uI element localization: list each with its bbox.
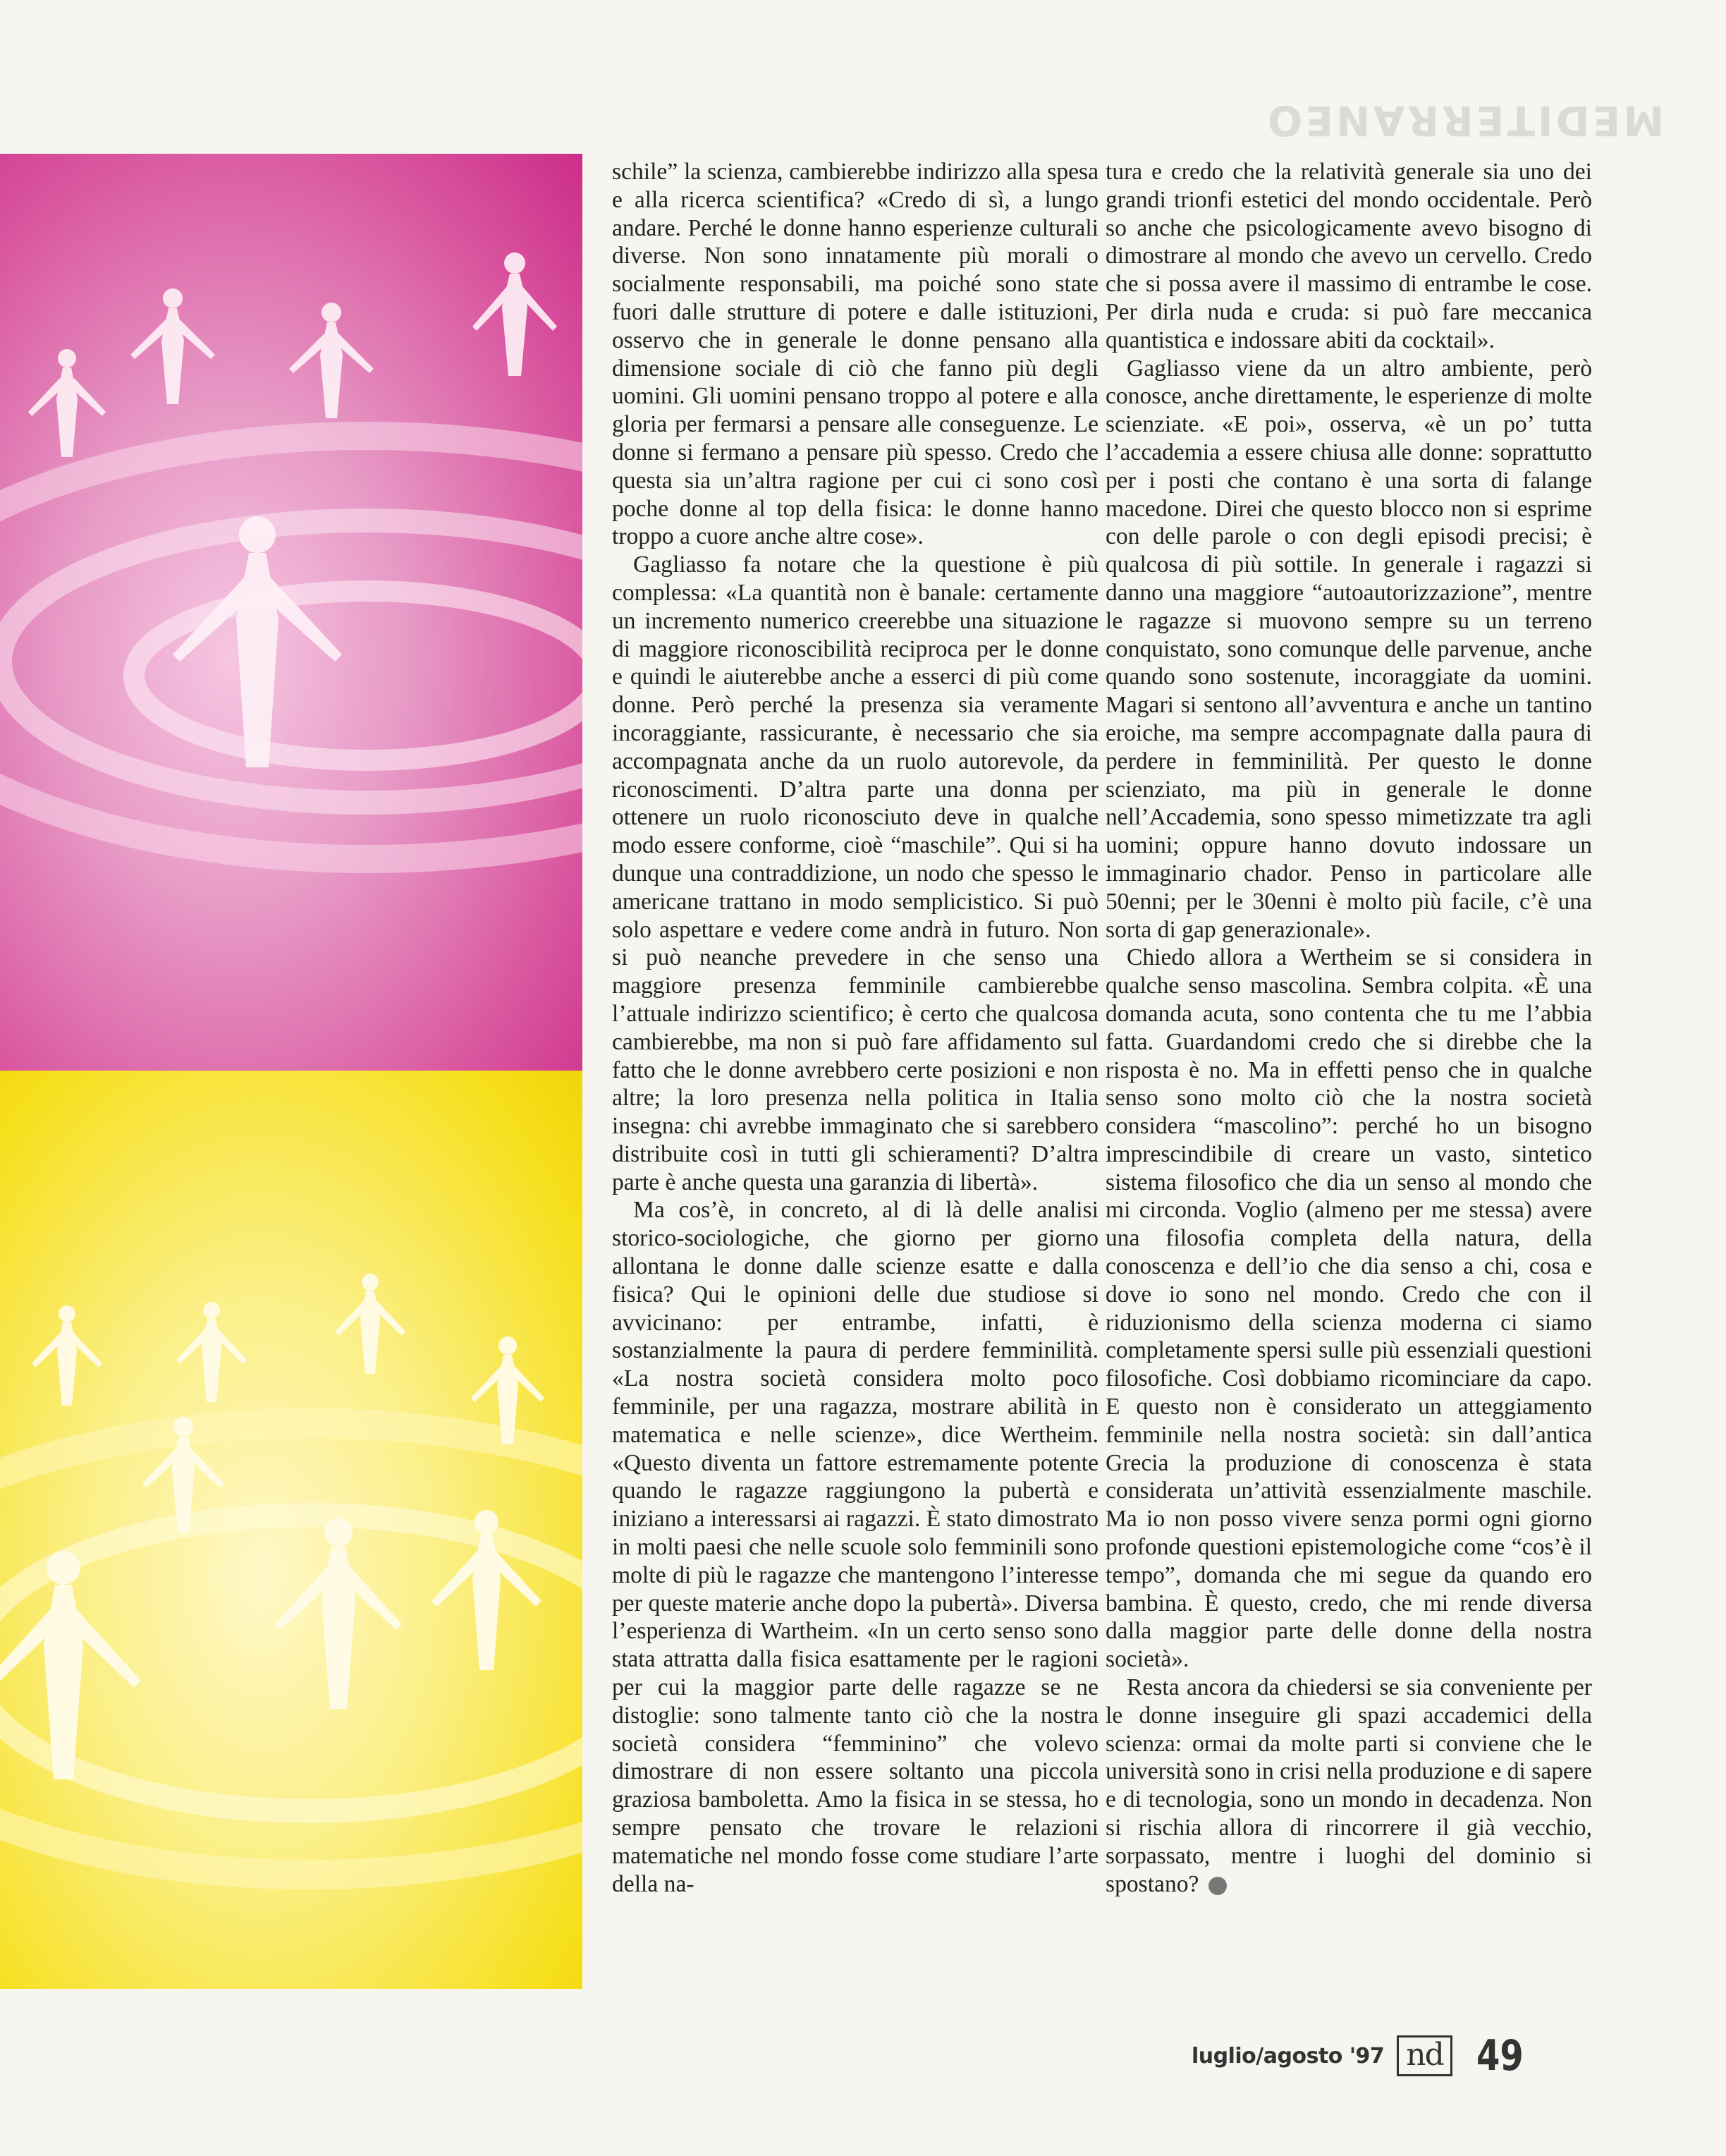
final-paragraph-text: Resta ancora da chiedersi se sia conveniente per le donne inseguire gli spazi accademici della scienza: ormai da molte parti si conviene che le università sono in crisi nella produzione e di sapere e di tecnologia, sono un mondo in decadenza. Non si rischia allora di rincorrere il già vecchio, sorpassato, mentre i luoghi del dominio si spostano?: [1106, 1674, 1593, 1897]
page-number: 49: [1476, 2031, 1524, 2081]
paragraph: Gagliasso fa notare che la questione è più complessa: «La quantità non è banale: certamente un incremento numerico creerebbe una situazione di maggiore riconoscibilità reciproca per le donne e quindi le aiuterebbe anche a esserci di più come donne. Però perché la presenza sia veramente incoraggiante, rassicurante, è necessario che sia accompagnata anche da un ruolo autorevole, da riconoscimenti. D’altra parte una donna per ottenere un ruolo riconosciuto deve in qualche modo essere conforme, cioè “maschile”. Qui si ha dunque una contraddizione, un nodo che spesso le americane trattano in modo semplicistico. Si può solo aspettare e vedere come andrà in futuro. Non si può neanche prevedere in che senso una maggiore presenza femminile cambierebbe l’attuale indirizzo scientifico; è certo che qualcosa cambierebbe, ma non si può fare affidamento sul fatto che le donne avrebbero certe posizioni e non altre; la loro presenza nella politica in Italia insegna: chi avrebbe immaginato che si sarebbero distribuite così in tutti gli schieramenti? D’altra parte è anche questa una garanzia di libertà».: [612, 552, 1098, 1195]
paragraph: Chiedo allora a Wertheim se si considera in qualche senso mascolina. Sembra colpita. «È una domanda acuta, sono contenta che tu me l’abbia fatta. Guardandomi credo che si direbbe che la risposta è no. Ma in effetti penso che in qualche senso sono molto ciò che la nostra società considera “mascolino”: perché ho un bisogno imprescindibile di creare un vasto, sintetico sistema filosofico che dia un senso al mondo che mi circonda. Voglio (almeno per me stessa) avere una filosofia completa della natura, della conoscenza e dell’io che dia senso a chi, cosa e dove io sono nel mondo. Credo che con il riduzionismo della scienza moderna ci siamo completamente spersi sulle più essenziali questioni filosofiche. Così dobbiamo ricominciare da capo. E questo non è considerato un atteggiamento femminile nella nostra società: sin dall’antica Grecia la produzione di conoscenza è stata considerata un’attività essenzialmente maschile. Ma io non posso vivere senza pormi ogni giorno profonde questioni epistemologiche come “cos’è il tempo”, domanda che mi segue da quando ero bambina. È questo, credo, che mi rende diversa dalla maggior parte delle donne della nostra società».: [1106, 944, 1592, 1673]
yellow-figures-art: [0, 1071, 582, 1989]
running-header: MEDITERRANEO: [1265, 97, 1664, 145]
paragraph: schile” la scienza, cambierebbe indirizzo alla spesa e alla ricerca scientifica? «Credo di sì, a lungo andare. Perché le donne hanno esperienze culturali diverse. Non sono innatamente più morali o socialmente responsabili, ma poiché sono state fuori dalle strutture di potere e dalle istituzioni, osservo che in generale le donne pensano alla dimensione sociale di ciò che fanno più degli uomini. Gli uomini pensano troppo al potere e alla gloria per fermarsi a pensare alle conseguenze. Le donne si fermano a pensare più spesso. Credo che questa sia un’altra ragione per cui ci sono così poche donne al top della fisica: le donne hanno troppo a cuore anche altre cose».: [612, 159, 1098, 550]
text-column-right: [1106, 158, 1592, 1898]
magazine-logo: nd: [1397, 2035, 1452, 2076]
issue-date: luglio/agosto '97: [1192, 2043, 1385, 2069]
text-column-left: [612, 158, 1098, 1898]
pink-figures-art: [0, 154, 582, 1071]
paragraph-final: [1106, 1674, 1592, 1898]
end-of-article-icon: [1208, 1877, 1227, 1895]
paragraph: Gagliasso viene da un altro ambiente, però conosce, anche direttamente, le esperienze di molte scienziate. «E poi», osserva, «è un po’ tutta l’accademia a essere chiusa alle donne: soprattutto per i posti che contano è una sorta di falange macedone. Direi che questo blocco non si esprime con delle parole o con degli episodi precisi; è qualcosa di più sottile. In generale i ragazzi si danno una maggiore “autoautorizzazione”, mentre le ragazze si muovono sempre su un terreno conquistato, sono comunque delle parvenue, anche quando sono sostenute, incoraggiate da uomini. Magari si sentono all’avventura e anche un tantino eroiche, ma sempre accompagnate dalla paura di perdere in femminilità. Per questo le donne scienziato, ma più in generale le donne nell’Accademia, sono spesso mimetizzate tra agli uomini; oppure hanno dovuto indossare un immaginario chador. Penso in particolare alle 50enni; per le 30enni è molto più facile, c’è una sorta di gap generazionale».: [1106, 355, 1592, 943]
paragraph: Ma cos’è, in concreto, al di là delle analisi storico-sociologiche, che giorno per giorno allontana le donne dalle scienze esatte e dalla fisica? Qui le opinioni delle due studiose si avvicinano: per entrambe, infatti, è sostanzialmente la paura di perdere femminilità. «La nostra società considera molto poco femminile, per una ragazza, mostrare abilità in matematica e nelle scienze», dice Wertheim. «Questo diventa un fattore estremamente potente quando le ragazze raggiungono la pubertà e iniziano a interessarsi ai ragazzi. È stato dimostrato in molti paesi che nelle scuole solo femminili sono molte di più le ragazze che mantengono l’interesse per queste materie anche dopo la pubertà». Diversa l’esperienza di Wartheim. «In un certo senso sono stata attratta dalla fisica esattamente per le ragioni per cui la maggior parte delle ragazze se ne distoglie: sono talmente tanto ciò che la nostra società considera “femminino” che volevo dimostrare di non essere soltanto una piccola graziosa bamboletta. Amo la fisica in se stessa, ho sempre pensato che trovare le relazioni matematiche nel mondo fosse come studiare l’arte della na-: [612, 1197, 1098, 1897]
paragraph: tura e credo che la relatività generale sia uno dei grandi trionfi estetici del mondo occidentale. Però so anche che psicologicamente avevo bisogno di dimostrare al mondo che avevo un cervello. Credo che si possa avere il massimo di entrambe le cose. Per dirla nuda e cruda: si può fare meccanica quantistica e indossare abiti da cocktail».: [1106, 159, 1592, 353]
illustration-yellow: [0, 1071, 582, 1989]
illustration-pink: [0, 154, 582, 1071]
page-footer: [1192, 2031, 1535, 2081]
